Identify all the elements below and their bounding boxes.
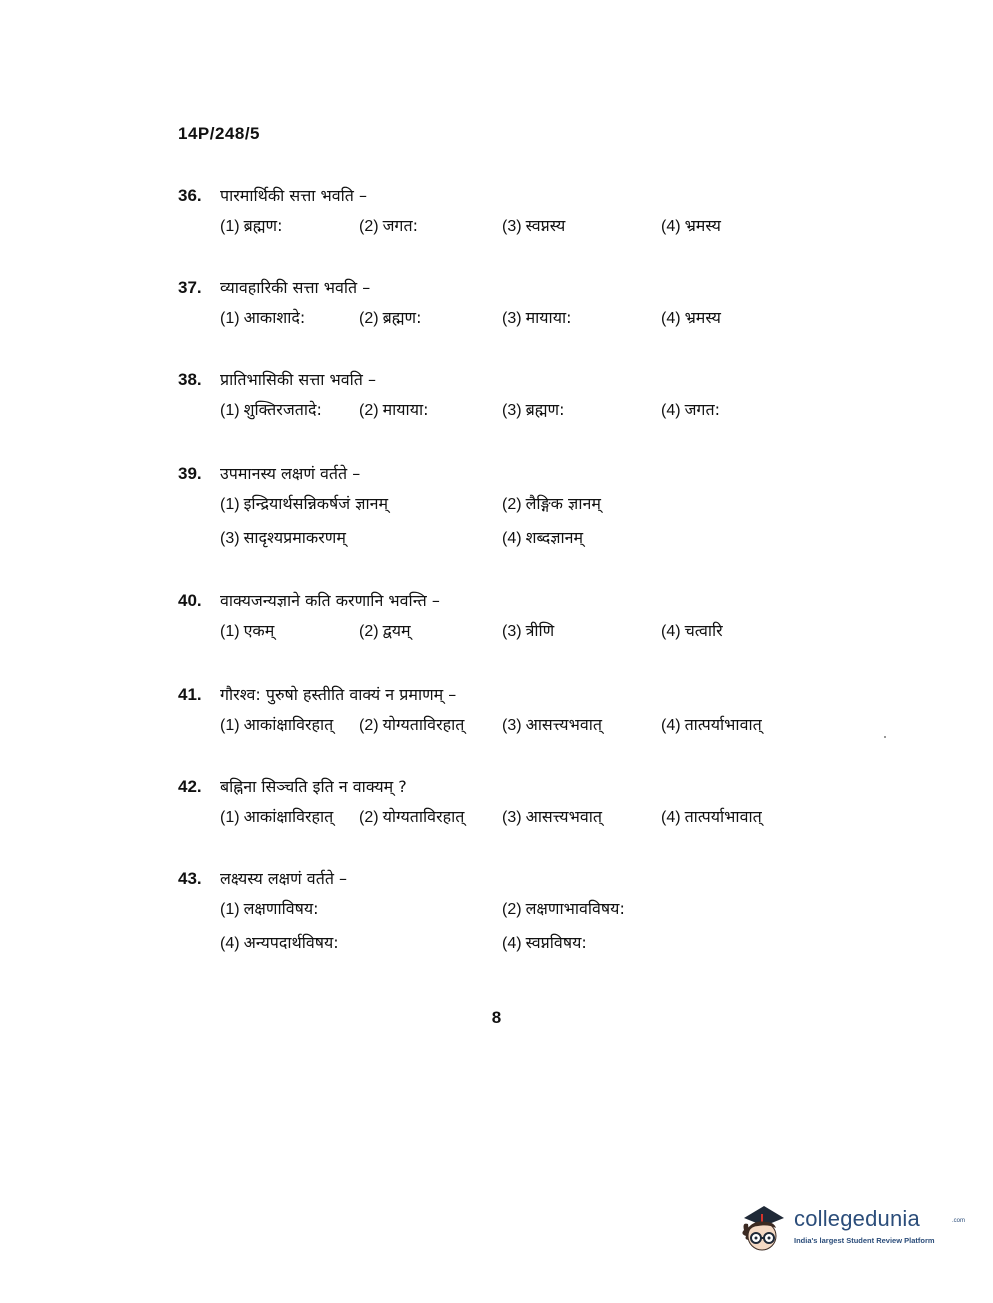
scan-speck: [884, 736, 886, 738]
option-3[interactable]: (4) अन्यपदार्थविषय:: [220, 933, 339, 952]
question-number: 36.: [178, 186, 202, 205]
logo-suffix: .com: [952, 1218, 966, 1224]
question-number: 38.: [178, 370, 202, 389]
logo-wordmark: collegedunia: [794, 1206, 920, 1231]
question-text: प्रातिभासिकी सत्ता भवति –: [220, 370, 376, 389]
question-40: [178, 589, 818, 653]
question-number: 42.: [178, 777, 202, 796]
option-4[interactable]: (4) तात्पर्याभावात्: [661, 807, 762, 826]
option-2[interactable]: (2) योग्यताविरहात्: [359, 807, 465, 826]
option-3[interactable]: (3) मायाया:: [502, 308, 572, 327]
option-4[interactable]: (4) स्वप्नविषय:: [502, 933, 587, 952]
question-37: [178, 276, 818, 340]
option-4[interactable]: (4) भ्रमस्य: [661, 308, 721, 327]
question-number: 41.: [178, 685, 202, 704]
option-2[interactable]: (2) लक्षणाभावविषय:: [502, 899, 625, 918]
option-1[interactable]: (1) आकांक्षाविरहात्: [220, 715, 334, 734]
option-1[interactable]: (1) आकांक्षाविरहात्: [220, 807, 334, 826]
option-2[interactable]: (2) योग्यताविरहात्: [359, 715, 465, 734]
option-2[interactable]: (2) ब्रह्मण:: [359, 308, 422, 327]
option-4[interactable]: (4) जगत:: [661, 400, 720, 419]
option-2[interactable]: (2) मायाया:: [359, 400, 429, 419]
page-number: 8: [491, 1008, 502, 1027]
question-42: [178, 775, 818, 839]
option-1[interactable]: (1) एकम्: [220, 621, 275, 640]
option-1[interactable]: (1) इन्द्रियार्थसन्निकर्षजं ज्ञानम्: [220, 494, 389, 513]
mascot-icon: [734, 1196, 794, 1256]
options-row: [220, 619, 818, 653]
question-38: [178, 368, 818, 432]
options-row: [220, 897, 818, 931]
question-text: उपमानस्य लक्षणं वर्तते –: [220, 464, 361, 483]
option-3[interactable]: (3) स्वप्नस्य: [502, 216, 566, 235]
options-row: [220, 306, 818, 340]
question-text: व्यावहारिकी सत्ता भवति –: [220, 278, 371, 297]
option-4[interactable]: (4) तात्पर्याभावात्: [661, 715, 762, 734]
question-number: 40.: [178, 591, 202, 610]
logo-tagline: India's largest Student Review Platform: [794, 1236, 935, 1245]
option-2[interactable]: (2) जगत:: [359, 216, 418, 235]
paper-code: 14P/248/5: [178, 124, 261, 143]
option-3[interactable]: (3) त्रीणि: [502, 621, 555, 640]
question-number: 37.: [178, 278, 202, 297]
question-text: लक्ष्यस्य लक्षणं वर्तते –: [220, 869, 348, 888]
question-text: वाक्यजन्यज्ञाने कति करणानि भवन्ति –: [220, 591, 440, 610]
question-text: पारमार्थिकी सत्ता भवति –: [220, 186, 367, 205]
option-3[interactable]: (3) सादृश्यप्रमाकरणम्: [220, 528, 346, 547]
options-row: [220, 492, 818, 526]
option-4[interactable]: (4) भ्रमस्य: [661, 216, 721, 235]
option-4[interactable]: (4) शब्दज्ञानम्: [502, 528, 584, 547]
question-number: 39.: [178, 464, 202, 483]
question-36: [178, 184, 818, 248]
options-row: [220, 214, 818, 248]
options-row: [220, 398, 818, 432]
options-row: [220, 805, 818, 839]
option-2[interactable]: (2) द्वयम्: [359, 621, 411, 640]
option-3[interactable]: (3) ब्रह्मण:: [502, 400, 565, 419]
option-1[interactable]: (1) ब्रह्मण:: [220, 216, 283, 235]
question-text: बह्निना सिञ्चति इति न वाक्यम् ?: [220, 777, 407, 796]
option-4[interactable]: (4) चत्वारि: [661, 621, 723, 640]
question-text: गौरश्व: पुरुषो हस्तीति वाक्यं न प्रमाणम् –: [220, 685, 457, 704]
option-2[interactable]: (2) लैङ्गिक ज्ञानम्: [502, 494, 601, 513]
question-43: [178, 867, 818, 965]
option-1[interactable]: (1) आकाशादे:: [220, 308, 306, 327]
question-number: 43.: [178, 869, 202, 888]
option-1[interactable]: (1) शुक्तिरजतादे:: [220, 400, 322, 419]
option-3[interactable]: (3) आसत्त्यभवात्: [502, 807, 602, 826]
options-row: [220, 526, 818, 560]
option-1[interactable]: (1) लक्षणाविषय:: [220, 899, 319, 918]
options-row: [220, 713, 818, 747]
question-39: [178, 462, 818, 560]
options-row: [220, 931, 818, 965]
option-3[interactable]: (3) आसत्त्यभवात्: [502, 715, 602, 734]
collegedunia-logo[interactable]: [734, 1196, 964, 1256]
question-41: [178, 683, 818, 747]
